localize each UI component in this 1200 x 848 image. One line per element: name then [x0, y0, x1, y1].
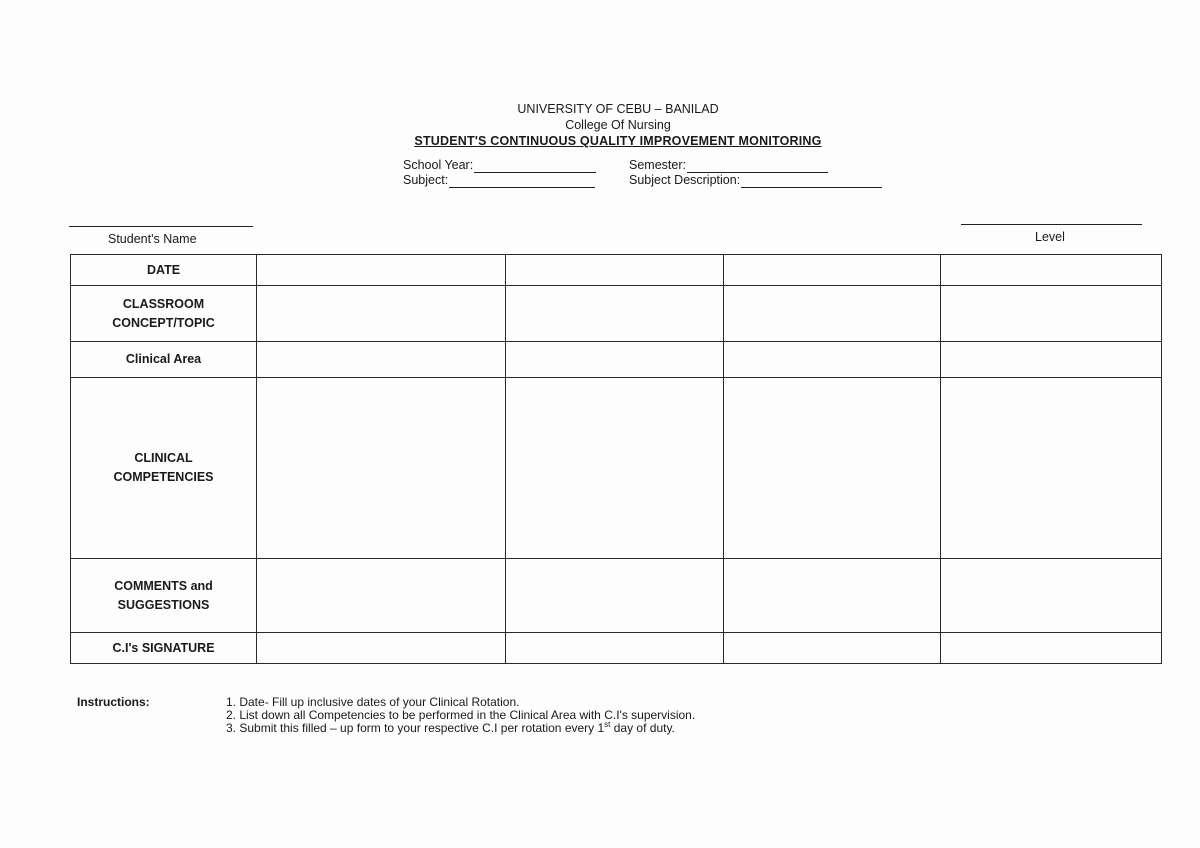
row-label-comments: COMMENTS and SUGGESTIONS	[71, 559, 257, 633]
semester-field[interactable]	[629, 158, 949, 173]
level-label: Level	[1035, 230, 1065, 244]
table-cell[interactable]	[941, 378, 1162, 559]
table-row	[71, 342, 1162, 378]
monitoring-table	[70, 254, 1162, 664]
school-year-label: School Year:	[403, 158, 474, 172]
table-cell[interactable]	[506, 633, 724, 664]
row-label-ci-signature: C.I's SIGNATURE	[71, 633, 257, 664]
semester-label: Semester:	[629, 158, 686, 172]
form-title: STUDENT'S CONTINUOUS QUALITY IMPROVEMENT MONITORING	[414, 134, 822, 148]
form-fields	[403, 158, 949, 188]
table-cell[interactable]	[506, 255, 724, 286]
level-line[interactable]	[961, 224, 1142, 225]
instruction-item	[226, 722, 946, 735]
table-cell[interactable]	[506, 342, 724, 378]
table-cell[interactable]	[724, 255, 941, 286]
ordinal-suffix: st	[604, 720, 611, 729]
table-cell[interactable]	[506, 559, 724, 633]
table-row	[71, 286, 1162, 342]
table-cell[interactable]	[257, 255, 506, 286]
form-header	[0, 101, 1200, 149]
table-cell[interactable]	[724, 559, 941, 633]
school-year-field[interactable]	[403, 158, 629, 173]
table-cell[interactable]	[941, 559, 1162, 633]
instruction-text: 3. Submit this filled – up form to your respective C.I per rotation every 1	[226, 721, 605, 735]
student-name-line[interactable]	[69, 226, 253, 227]
college-name: College Of Nursing	[565, 118, 671, 132]
table-cell[interactable]	[506, 286, 724, 342]
school-year-blank[interactable]	[474, 161, 596, 173]
row-label-date: DATE	[71, 255, 257, 286]
semester-blank[interactable]	[687, 161, 828, 173]
instruction-text: day of duty.	[610, 721, 675, 735]
table-row	[71, 633, 1162, 664]
subject-label: Subject:	[403, 173, 449, 187]
table-cell[interactable]	[941, 255, 1162, 286]
instructions-list	[226, 696, 946, 735]
instruction-item: 1. Date- Fill up inclusive dates of your Clinical Rotation.	[226, 695, 520, 709]
subject-blank[interactable]	[449, 176, 595, 188]
table-cell[interactable]	[257, 378, 506, 559]
table-cell[interactable]	[724, 378, 941, 559]
row-label-clinical-area: Clinical Area	[71, 342, 257, 378]
table-cell[interactable]	[941, 633, 1162, 664]
table-cell[interactable]	[257, 633, 506, 664]
table-cell[interactable]	[257, 342, 506, 378]
table-cell[interactable]	[506, 378, 724, 559]
instructions-title: Instructions:	[77, 695, 150, 709]
table-cell[interactable]	[724, 342, 941, 378]
student-name-label: Student's Name	[108, 232, 197, 246]
row-label-classroom-concept: CLASSROOM CONCEPT/TOPIC	[71, 286, 257, 342]
subject-description-field[interactable]	[629, 173, 949, 188]
row-label-clinical-competencies: CLINICAL COMPETENCIES	[71, 378, 257, 559]
table-cell[interactable]	[257, 559, 506, 633]
table-cell[interactable]	[724, 286, 941, 342]
table-cell[interactable]	[941, 286, 1162, 342]
subject-description-blank[interactable]	[741, 176, 882, 188]
university-name: UNIVERSITY OF CEBU – BANILAD	[517, 102, 719, 116]
instruction-item: 2. List down all Competencies to be performed in the Clinical Area with C.I's supervision.	[226, 708, 696, 722]
subject-description-label: Subject Description:	[629, 173, 741, 187]
subject-field[interactable]	[403, 173, 629, 188]
table-cell[interactable]	[257, 286, 506, 342]
table-row	[71, 378, 1162, 559]
table-row	[71, 255, 1162, 286]
table-row	[71, 559, 1162, 633]
table-cell[interactable]	[941, 342, 1162, 378]
table-cell[interactable]	[724, 633, 941, 664]
field-row-1	[403, 158, 949, 173]
field-row-2	[403, 173, 949, 188]
